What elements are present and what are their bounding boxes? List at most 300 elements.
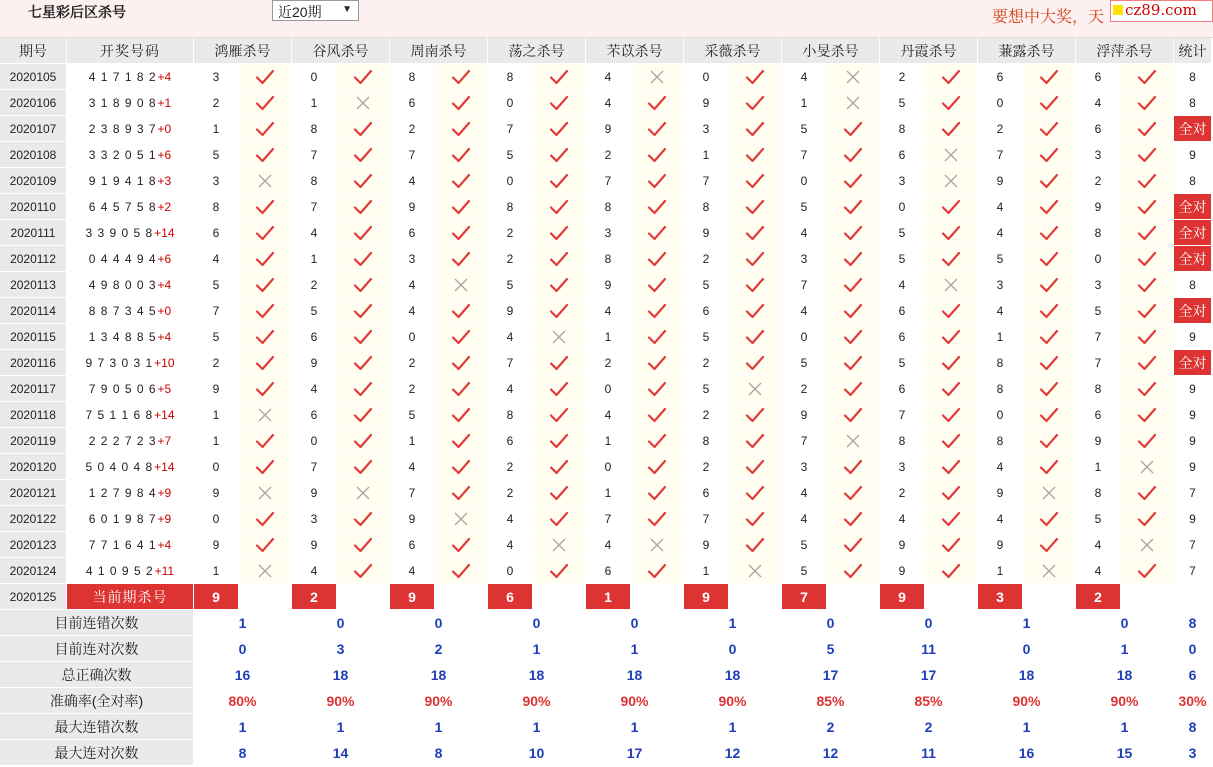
kill-result-cell: [729, 64, 781, 89]
kill-result-cell: [827, 558, 879, 583]
summary-value: 11: [880, 636, 977, 661]
kill-result-cell: [337, 246, 389, 271]
kill-number-cell: 5: [782, 194, 826, 219]
kill-number-cell: 6: [390, 532, 434, 557]
kill-number-cell: 5: [488, 272, 532, 297]
draw-digits: 7 7 1 6 4 1: [88, 537, 157, 552]
kill-result-cell: [1121, 64, 1173, 89]
kill-number-cell: 5: [194, 272, 238, 297]
kill-result-cell: [239, 220, 291, 245]
draw-bonus: +4: [157, 537, 172, 552]
check-mark-icon: [549, 355, 569, 371]
summary-value: 18: [390, 662, 487, 687]
brand-logo-square-icon: [1113, 5, 1123, 15]
kill-number-cell: 3: [1076, 272, 1120, 297]
current-kill-number: 2: [292, 584, 336, 609]
cross-mark-icon: [258, 408, 272, 422]
kill-number-cell: 4: [978, 454, 1022, 479]
kill-result-cell: [1121, 116, 1173, 141]
kill-number-cell: 0: [488, 558, 532, 583]
kill-result-cell: [435, 142, 487, 167]
check-mark-icon: [255, 303, 275, 319]
cross-mark-icon: [846, 96, 860, 110]
summary-value: 1: [488, 636, 585, 661]
check-mark-icon: [451, 303, 471, 319]
summary-row: [0, 740, 1213, 766]
kill-number-cell: 7: [684, 506, 728, 531]
draw-bonus: +4: [157, 69, 172, 84]
check-mark-icon: [1137, 329, 1157, 345]
summary-label: 最大连错次数: [0, 714, 193, 739]
kill-result-cell: [239, 532, 291, 557]
kill-result-cell: [631, 376, 683, 401]
period-cell: 2020119: [0, 428, 66, 453]
check-mark-icon: [647, 303, 667, 319]
kill-result-cell: [1121, 298, 1173, 323]
kill-number-cell: 6: [880, 142, 924, 167]
draw-bonus: +11: [154, 563, 175, 578]
kill-result-cell: [533, 506, 585, 531]
kill-result-cell: [729, 558, 781, 583]
summary-value: 1: [684, 610, 781, 635]
kill-number-cell: 5: [194, 324, 238, 349]
check-mark-icon: [843, 147, 863, 163]
draw-bonus: +6: [157, 251, 172, 266]
summary-value: 80%: [194, 688, 291, 713]
column-header-killer: 芣苡杀号: [586, 38, 683, 63]
check-mark-icon: [353, 433, 373, 449]
check-mark-icon: [549, 199, 569, 215]
kill-result-cell: [337, 532, 389, 557]
kill-result-cell: [827, 532, 879, 557]
kill-number-cell: 3: [978, 272, 1022, 297]
check-mark-icon: [1039, 381, 1059, 397]
kill-result-cell: [1121, 194, 1173, 219]
kill-result-cell: [239, 558, 291, 583]
kill-number-cell: 2: [194, 90, 238, 115]
kill-result-cell: [729, 142, 781, 167]
kill-result-cell: [533, 64, 585, 89]
kill-result-cell: [729, 272, 781, 297]
draw-bonus: +9: [157, 511, 172, 526]
summary-label: 目前连对次数: [0, 636, 193, 661]
table-row: [0, 376, 1213, 402]
kill-result-cell: [1023, 324, 1075, 349]
summary-value: 17: [880, 662, 977, 687]
kill-result-cell: [925, 454, 977, 479]
check-mark-icon: [451, 251, 471, 267]
period-cell: 2020120: [0, 454, 66, 479]
check-mark-icon: [941, 537, 961, 553]
kill-number-cell: 8: [978, 428, 1022, 453]
kill-result-cell: [435, 64, 487, 89]
kill-number-cell: 2: [880, 480, 924, 505]
kill-number-cell: 2: [684, 402, 728, 427]
kill-result-cell: [729, 350, 781, 375]
kill-result-cell: [1023, 220, 1075, 245]
check-mark-icon: [941, 95, 961, 111]
kill-number-cell: 3: [684, 116, 728, 141]
draw-bonus: +7: [157, 433, 172, 448]
table-row: [0, 142, 1213, 168]
kill-result-cell: [337, 168, 389, 193]
check-mark-icon: [353, 147, 373, 163]
kill-result-cell: [337, 142, 389, 167]
summary-value: 10: [488, 740, 585, 765]
table-row: [0, 532, 1213, 558]
kill-result-cell: [435, 350, 487, 375]
kill-result-cell: [1121, 402, 1173, 427]
draw-numbers-cell: [67, 246, 193, 271]
kill-result-cell: [239, 64, 291, 89]
kill-result-cell: [239, 454, 291, 479]
kill-number-cell: 4: [390, 298, 434, 323]
kill-number-cell: 5: [488, 142, 532, 167]
summary-value: 0: [880, 610, 977, 635]
period-cell: 2020124: [0, 558, 66, 583]
summary-value: 0: [194, 636, 291, 661]
check-mark-icon: [843, 225, 863, 241]
summary-value: 1: [978, 714, 1075, 739]
check-mark-icon: [255, 355, 275, 371]
kill-number-cell: 0: [488, 168, 532, 193]
column-header-stats: 统计: [1174, 38, 1211, 63]
check-mark-icon: [451, 225, 471, 241]
kill-number-cell: 0: [978, 90, 1022, 115]
period-cell: 2020118: [0, 402, 66, 427]
kill-number-cell: 8: [292, 168, 336, 193]
brand-link[interactable]: [1110, 0, 1213, 22]
kill-number-cell: 2: [488, 480, 532, 505]
check-mark-icon: [745, 459, 765, 475]
kill-result-cell: [533, 142, 585, 167]
check-mark-icon: [745, 407, 765, 423]
current-kill-blank: [1023, 584, 1075, 609]
kill-result-cell: [239, 168, 291, 193]
summary-label: 准确率(全对率): [0, 688, 193, 713]
kill-result-cell: [337, 506, 389, 531]
stat-cell: 全对: [1174, 220, 1211, 245]
draw-digits: 6 0 1 9 8 7: [88, 511, 157, 526]
kill-result-cell: [1023, 298, 1075, 323]
kill-result-cell: [925, 116, 977, 141]
kill-number-cell: 9: [684, 90, 728, 115]
summary-stat-value: 6: [1174, 662, 1211, 687]
summary-value: 1: [978, 610, 1075, 635]
kill-number-cell: 3: [194, 168, 238, 193]
cross-mark-icon: [552, 330, 566, 344]
kill-result-cell: [631, 532, 683, 557]
summary-value: 90%: [390, 688, 487, 713]
check-mark-icon: [549, 251, 569, 267]
draw-digits: 9 7 3 0 3 1: [85, 355, 154, 370]
kill-result-cell: [1023, 506, 1075, 531]
column-header-killer: 周南杀号: [390, 38, 487, 63]
kill-result-cell: [1023, 558, 1075, 583]
period-range-select[interactable]: [272, 0, 359, 21]
table-row: [0, 350, 1213, 376]
kill-result-cell: [337, 480, 389, 505]
kill-number-cell: 2: [390, 376, 434, 401]
summary-stat-value: 8: [1174, 610, 1211, 635]
table-row: [0, 298, 1213, 324]
kill-result-cell: [1121, 90, 1173, 115]
check-mark-icon: [549, 381, 569, 397]
check-mark-icon: [647, 251, 667, 267]
check-mark-icon: [451, 329, 471, 345]
check-mark-icon: [941, 355, 961, 371]
kill-number-cell: 9: [292, 480, 336, 505]
summary-stat-value: 3: [1174, 740, 1211, 765]
summary-value: 5: [782, 636, 879, 661]
kill-result-cell: [631, 428, 683, 453]
check-mark-icon: [1039, 121, 1059, 137]
cross-mark-icon: [1042, 564, 1056, 578]
kill-number-cell: 8: [978, 350, 1022, 375]
kill-result-cell: [631, 298, 683, 323]
check-mark-icon: [1137, 69, 1157, 85]
check-mark-icon: [647, 459, 667, 475]
draw-digits: 4 9 8 0 0 3: [88, 277, 157, 292]
check-mark-icon: [941, 199, 961, 215]
summary-value: 8: [390, 740, 487, 765]
kill-result-cell: [239, 194, 291, 219]
column-header-killer: 浮萍杀号: [1076, 38, 1173, 63]
cross-mark-icon: [944, 278, 958, 292]
kill-result-cell: [827, 402, 879, 427]
stat-cell: 全对: [1174, 116, 1211, 141]
check-mark-icon: [1137, 147, 1157, 163]
current-kill-blank: [925, 584, 977, 609]
check-mark-icon: [745, 199, 765, 215]
kill-result-cell: [1023, 402, 1075, 427]
check-mark-icon: [549, 511, 569, 527]
kill-result-cell: [631, 142, 683, 167]
column-header-killer: 荡之杀号: [488, 38, 585, 63]
check-mark-icon: [1137, 485, 1157, 501]
stat-cell: 9: [1174, 454, 1211, 479]
draw-digits: 4 1 0 9 5 2: [85, 563, 154, 578]
kill-result-cell: [435, 480, 487, 505]
kill-result-cell: [435, 116, 487, 141]
kill-result-cell: [239, 506, 291, 531]
kill-number-cell: 7: [390, 142, 434, 167]
kill-number-cell: 3: [586, 220, 630, 245]
kill-result-cell: [435, 454, 487, 479]
kill-number-cell: 4: [978, 506, 1022, 531]
check-mark-icon: [1137, 433, 1157, 449]
check-mark-icon: [941, 511, 961, 527]
check-mark-icon: [353, 407, 373, 423]
kill-result-cell: [1121, 272, 1173, 297]
check-mark-icon: [451, 355, 471, 371]
kill-result-cell: [337, 376, 389, 401]
draw-bonus: +14: [154, 407, 175, 422]
kill-result-cell: [631, 90, 683, 115]
kill-number-cell: 0: [194, 454, 238, 479]
kill-result-cell: [1121, 506, 1173, 531]
check-mark-icon: [1137, 511, 1157, 527]
draw-numbers-cell: [67, 324, 193, 349]
check-mark-icon: [745, 121, 765, 137]
kill-number-cell: 6: [978, 64, 1022, 89]
kill-result-cell: [827, 142, 879, 167]
check-mark-icon: [745, 251, 765, 267]
check-mark-icon: [353, 225, 373, 241]
table-row: [0, 402, 1213, 428]
kill-number-cell: 0: [586, 376, 630, 401]
kill-number-cell: 7: [292, 194, 336, 219]
kill-result-cell: [729, 298, 781, 323]
check-mark-icon: [941, 69, 961, 85]
table-row: [0, 168, 1213, 194]
check-mark-icon: [745, 303, 765, 319]
summary-value: 1: [684, 714, 781, 739]
kill-result-cell: [435, 532, 487, 557]
kill-number-cell: 6: [292, 324, 336, 349]
period-cell: 2020123: [0, 532, 66, 557]
kill-number-cell: 7: [194, 298, 238, 323]
kill-number-cell: 6: [880, 376, 924, 401]
kill-number-cell: 2: [488, 220, 532, 245]
kill-result-cell: [1023, 428, 1075, 453]
kill-number-cell: 9: [978, 480, 1022, 505]
kill-result-cell: [239, 142, 291, 167]
kill-number-cell: 8: [978, 376, 1022, 401]
kill-number-cell: 3: [390, 246, 434, 271]
summary-value: 2: [390, 636, 487, 661]
current-period-cell: 2020125: [0, 584, 66, 609]
kill-result-cell: [1023, 246, 1075, 271]
draw-bonus: +1: [157, 95, 172, 110]
stat-cell: 7: [1174, 480, 1211, 505]
current-kill-number: 3: [978, 584, 1022, 609]
period-cell: 2020110: [0, 194, 66, 219]
kill-result-cell: [925, 220, 977, 245]
kill-number-cell: 8: [1076, 480, 1120, 505]
kill-result-cell: [1023, 272, 1075, 297]
summary-stat-value: 8: [1174, 714, 1211, 739]
kill-number-cell: 7: [1076, 350, 1120, 375]
kill-number-cell: 4: [488, 532, 532, 557]
table-row: [0, 454, 1213, 480]
kill-result-cell: [337, 298, 389, 323]
cross-mark-icon: [258, 486, 272, 500]
kill-result-cell: [1023, 64, 1075, 89]
kill-result-cell: [729, 246, 781, 271]
kill-number-cell: 3: [194, 64, 238, 89]
kill-number-cell: 8: [488, 402, 532, 427]
draw-numbers-cell: [67, 116, 193, 141]
kill-result-cell: [239, 116, 291, 141]
summary-row: [0, 610, 1213, 636]
check-mark-icon: [843, 199, 863, 215]
kill-number-cell: 7: [1076, 324, 1120, 349]
check-mark-icon: [549, 225, 569, 241]
kill-result-cell: [435, 220, 487, 245]
kill-result-cell: [533, 428, 585, 453]
kill-number-cell: 1: [194, 558, 238, 583]
kill-result-cell: [1121, 558, 1173, 583]
period-cell: 2020105: [0, 64, 66, 89]
check-mark-icon: [549, 147, 569, 163]
draw-bonus: +14: [154, 459, 175, 474]
check-mark-icon: [941, 381, 961, 397]
kill-number-cell: 1: [978, 558, 1022, 583]
stat-cell: 7: [1174, 558, 1211, 583]
kill-number-cell: 6: [880, 324, 924, 349]
table-row: [0, 64, 1213, 90]
summary-value: 17: [782, 662, 879, 687]
check-mark-icon: [1039, 95, 1059, 111]
check-mark-icon: [1137, 251, 1157, 267]
check-mark-icon: [647, 381, 667, 397]
summary-label: 目前连错次数: [0, 610, 193, 635]
kill-number-cell: 8: [880, 428, 924, 453]
summary-value: 12: [782, 740, 879, 765]
kill-number-cell: 4: [880, 506, 924, 531]
kill-number-cell: 4: [978, 220, 1022, 245]
check-mark-icon: [941, 407, 961, 423]
check-mark-icon: [1137, 173, 1157, 189]
column-header-period: 期号: [0, 38, 66, 63]
check-mark-icon: [353, 199, 373, 215]
check-mark-icon: [745, 485, 765, 501]
kill-result-cell: [925, 428, 977, 453]
kill-number-cell: 9: [488, 298, 532, 323]
summary-value: 18: [488, 662, 585, 687]
cross-mark-icon: [748, 564, 762, 578]
current-kill-number: 9: [684, 584, 728, 609]
table-row: [0, 558, 1213, 584]
check-mark-icon: [941, 433, 961, 449]
kill-number-cell: 4: [586, 298, 630, 323]
kill-number-cell: 1: [684, 558, 728, 583]
kill-result-cell: [631, 168, 683, 193]
check-mark-icon: [255, 251, 275, 267]
kill-result-cell: [827, 220, 879, 245]
kill-number-cell: 6: [390, 220, 434, 245]
check-mark-icon: [941, 121, 961, 137]
draw-digits: 2 2 2 7 2 3: [88, 433, 157, 448]
summary-value: 90%: [1076, 688, 1173, 713]
check-mark-icon: [745, 277, 765, 293]
check-mark-icon: [255, 511, 275, 527]
summary-stat-value: 0: [1174, 636, 1211, 661]
summary-value: 0: [586, 610, 683, 635]
kill-result-cell: [239, 246, 291, 271]
kill-result-cell: [239, 298, 291, 323]
kill-result-cell: [533, 350, 585, 375]
current-period-row: [0, 584, 1213, 610]
kill-result-cell: [925, 350, 977, 375]
check-mark-icon: [941, 329, 961, 345]
check-mark-icon: [1039, 459, 1059, 475]
kill-number-cell: 1: [1076, 454, 1120, 479]
summary-value: 0: [782, 610, 879, 635]
current-kill-blank: [239, 584, 291, 609]
kill-number-cell: 9: [1076, 194, 1120, 219]
check-mark-icon: [843, 381, 863, 397]
check-mark-icon: [451, 459, 471, 475]
kill-result-cell: [827, 350, 879, 375]
check-mark-icon: [451, 95, 471, 111]
check-mark-icon: [941, 225, 961, 241]
kill-number-cell: 8: [488, 194, 532, 219]
kill-result-cell: [729, 324, 781, 349]
kill-result-cell: [337, 116, 389, 141]
kill-number-cell: 9: [194, 532, 238, 557]
